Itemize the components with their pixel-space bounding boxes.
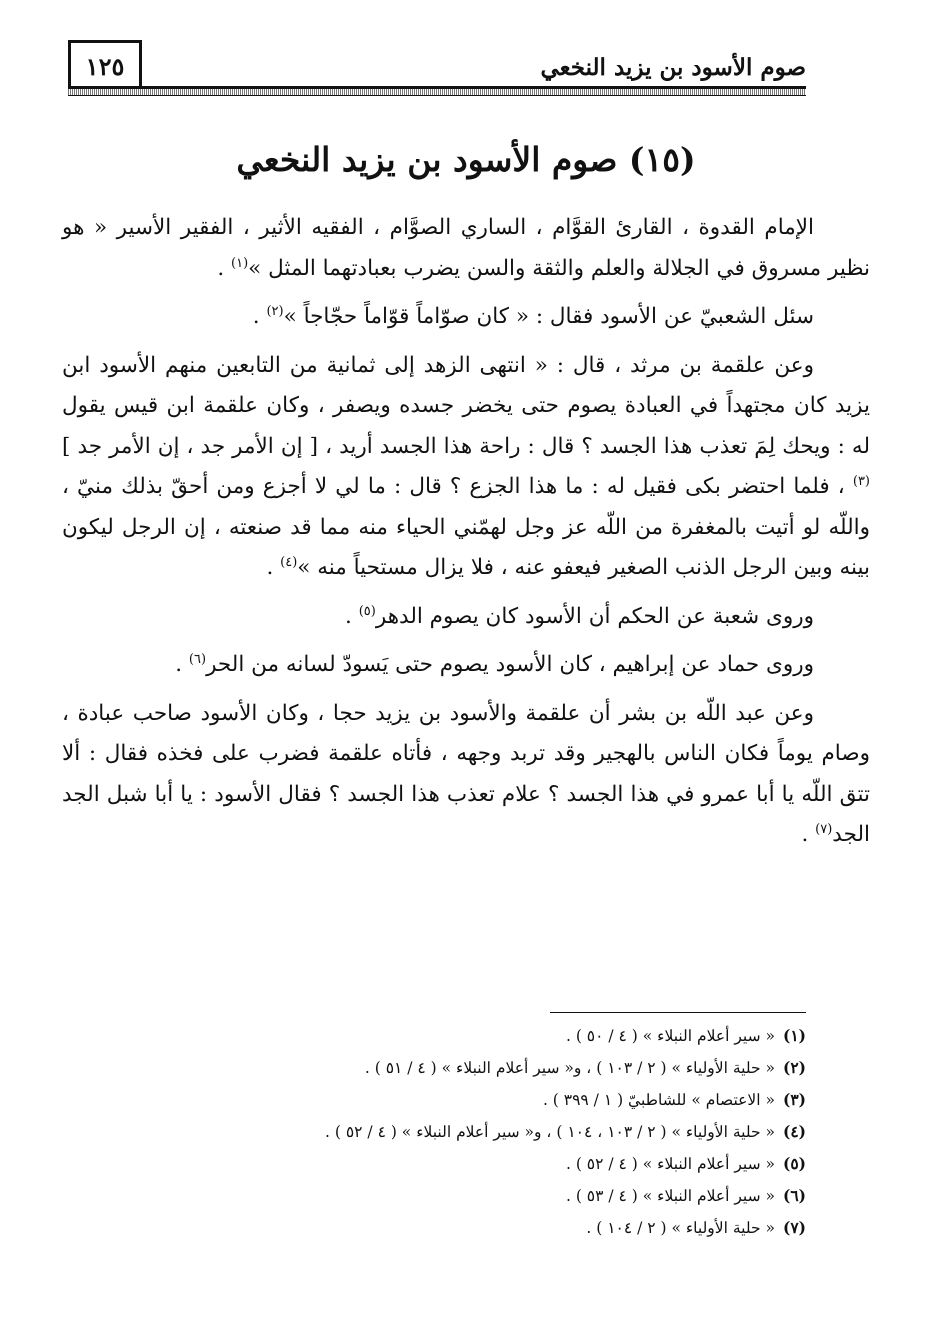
footnote: (٣)« الاعتصام » للشاطبيّ ( ١ / ٣٩٩ ) . [542,1090,806,1109]
paragraph-6: وعن عبد اللّه بن بشر أن علقمة والأسود بن يزيد حجا ، وكان الأسود صاحب عبادة ، وصام يوماً فكان الناس بالهجير وقد تربد وجهه ، فأتاه علقمة فضرب على فخذه فقال : ألا تتق اللّه يا أبا عمرو في هذا الجسد ؟ علام تعذب هذا الجسد ؟ فقال الأسود : يا أبا شبل الجد الجد$^{(٧)}$ . [62,700,870,847]
footnote-ref-1: (١) [231,255,249,271]
footnote: (٦)« سير أعلام النبلاء » ( ٤ / ٥٣ ) . [565,1186,806,1205]
header-rule [68,86,806,96]
paragraph-4: وروى شعبة عن الحكم أن الأسود كان يصوم الدهر$^{(٥)}$ . [345,603,814,629]
paragraph-5: وروى حماد عن إبراهيم ، كان الأسود يصوم حتى يَسودّ لسانه من الحر$^{(٦)}$ . [175,652,814,677]
page-number-box [68,40,142,89]
footnote: (١)« سير أعلام النبلاء » ( ٤ / ٥٠ ) . [565,1026,806,1045]
paragraph-3: وعن علقمة بن مرثد ، قال : « انتهى الزهد إلى ثمانية من التابعين منهم الأسود ابن يزيد كان مجتهداً في العبادة يصوم حتى يخضر جسده ويصفر ، وكان علقمة ابن قيس يقول له : ويحك لِمَ تعذب هذا الجسد ؟ قال : راحة هذا الجسد أريد ، [ إن الأمر جد ، إن الأمر جد ]$^{(٣)}$ ، فلما احتضر بكى فقيل له : ما هذا الجزع ؟ قال : ما لي لا أجزع ومن أحقّ بذلك منيّ ، واللّه لو أتيت بالمغفرة من اللّه عز وجل لهمّني الحياء منه مما قد صنعته ، إن الرجل ليكون بينه وبين الرجل الذنب الصغير فيعفو عنه ، فلا يزال مستحياً منه »$^{(٤)}$ . [62,352,870,580]
chapter-title: (١٥) صوم الأسود بن يزيد النخعي [236,140,696,179]
footnotes [120,1020,806,1244]
page-number: ١٢٥ [85,51,125,81]
footnote: (٤)« حلية الأولياء » ( ٢ / ١٠٣ ، ١٠٤ ) ، و« سير أعلام النبلاء » ( ٤ / ٥٢ ) . [325,1122,806,1141]
footnote-ref-3: (٣) [852,474,870,489]
footnote-ref-6: (٦) [188,652,207,667]
paragraph-2: سئل الشعبيّ عن الأسود فقال : « كان صوّاماً قوّاماً حجّاجاً »$^{(٢)}$ . [252,304,814,329]
running-title: صوم الأسود بن يزيد النخعي [540,54,806,81]
footnote-ref-2: (٢) [266,304,284,319]
footnote: (٧)« حلية الأولياء » ( ٢ / ١٠٤ ) . [586,1218,806,1237]
paragraph-1: الإمام القدوة ، القارئ القوَّام ، الساري الصوَّام ، الفقيه الأثير ، الفقير الأسير « هو نظير مسروق في الجلالة والعلم والثقة والسن يضرب بعبادتهما المثل »$^{(١)}$ . [62,215,870,281]
footnote-ref-4: (٤) [280,555,298,570]
body-text [62,208,870,864]
footnote: (٢)« حلية الأولياء » ( ٢ / ١٠٣ ) ، و« سير أعلام النبلاء » ( ٤ / ٥١ ) . [364,1058,806,1077]
footnote: (٥)« سير أعلام النبلاء » ( ٤ / ٥٢ ) . [565,1154,806,1173]
footnote-ref-7: (٧) [815,822,833,837]
footnote-separator [550,1012,806,1013]
running-header [68,40,806,98]
footnote-ref-5: (٥) [358,603,376,619]
